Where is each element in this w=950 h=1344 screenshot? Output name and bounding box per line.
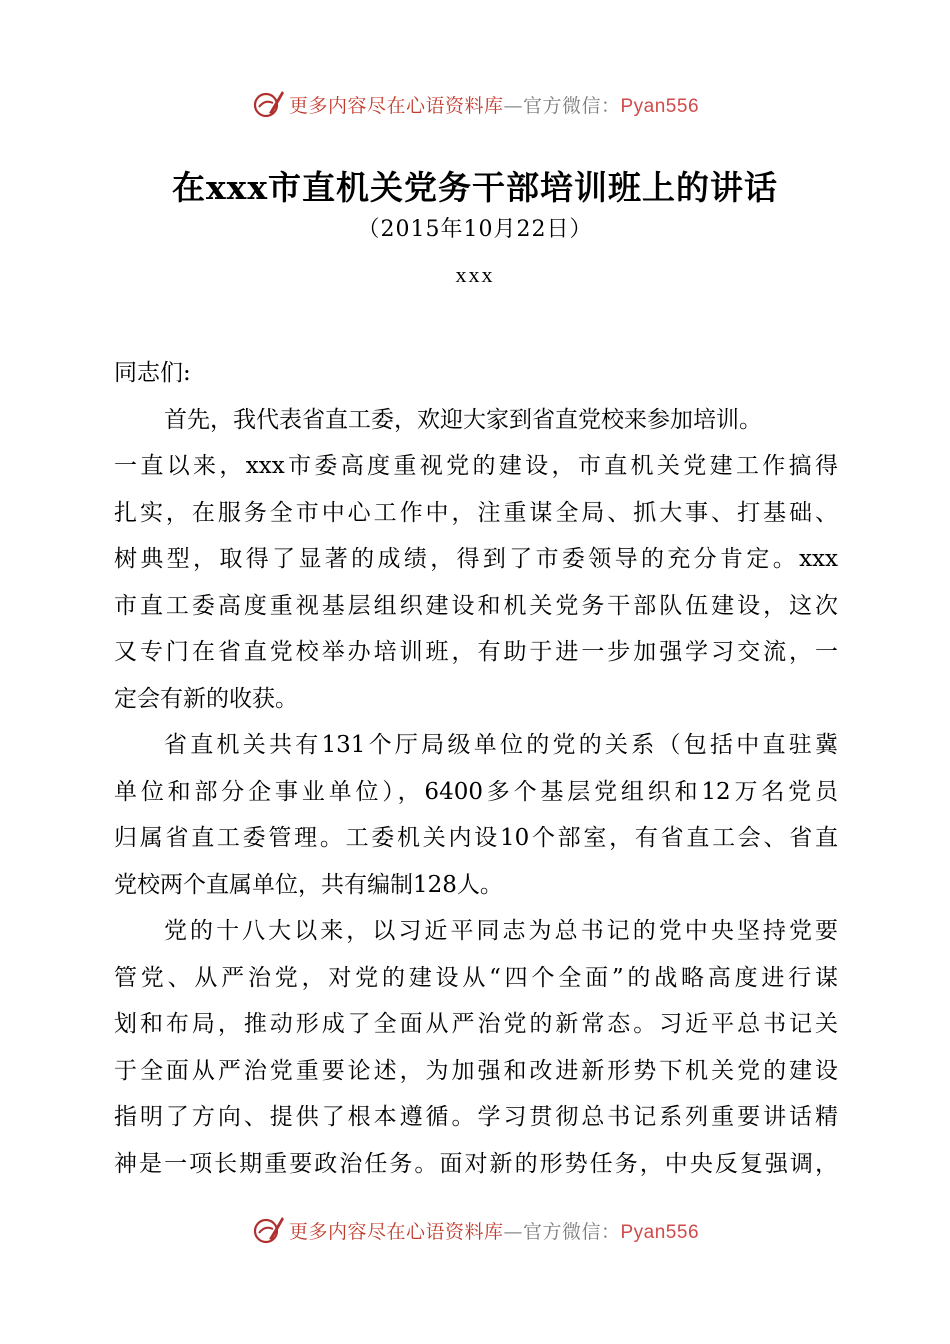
banner-wechat-id: Pyan556 xyxy=(620,1221,700,1243)
paragraph-line: 党的十八大以来，以习近平同志为总书记的党中央坚持党要 xyxy=(164,918,838,944)
banner-site-text: 更多内容尽在心语资料库 xyxy=(288,1220,504,1243)
paragraph-line: 于全面从严治党重要论述，为加强和改进新形势下机关党的建设 xyxy=(114,1057,838,1084)
banner-wechat-id: Pyan556 xyxy=(620,95,700,117)
document-date: （2015年10月22日） xyxy=(357,217,593,242)
paragraph-line: 又专门在省直党校举办培训班，有助于进一步加强学习交流，一 xyxy=(114,639,838,665)
pen-logo-icon xyxy=(251,1213,285,1247)
watermark-banner-bottom xyxy=(0,1212,950,1248)
document-title: 在xxx市直机关党务干部培训班上的讲话 xyxy=(171,168,779,207)
paragraph-line: 一直以来，xxx市委高度重视党的建设，市直机关党建工作搞得 xyxy=(114,453,838,479)
watermark-banner-top xyxy=(0,86,950,122)
document-author: xxx xyxy=(455,262,495,287)
paragraph-line: 树典型，取得了显著的成绩，得到了市委领导的充分肯定。xxx xyxy=(114,546,838,572)
banner-dash: — xyxy=(503,94,523,117)
banner-wechat-label: 官方微信： xyxy=(522,94,621,117)
banner-dash: — xyxy=(503,1220,523,1243)
paragraph-line: 指明了方向、提供了根本遵循。学习贯彻总书记系列重要讲话精 xyxy=(114,1104,838,1130)
paragraph-line: 省直机关共有131个厅局级单位的党的关系（包括中直驻冀 xyxy=(164,732,838,758)
paragraph-line: 神是一项长期重要政治任务。面对新的形势任务，中央反复强调， xyxy=(114,1150,838,1177)
paragraph-line: 单位和部分企事业单位），6400多个基层党组织和12万名党员 xyxy=(114,778,838,805)
salutation: 同志们: xyxy=(114,360,191,386)
paragraph-line: 首先，我代表省直工委，欢迎大家到省直党校来参加培训。 xyxy=(164,406,762,433)
paragraph-line: 管党、从严治党，对党的建设从“四个全面”的战略高度进行谋 xyxy=(114,964,838,991)
paragraph-line: 市直工委高度重视基层组织建设和机关党务干部队伍建设，这次 xyxy=(114,592,838,619)
pen-logo-icon xyxy=(251,87,285,121)
speech-body xyxy=(114,350,838,1187)
banner-wechat-label: 官方微信： xyxy=(522,1220,621,1243)
paragraph-line: 定会有新的收获。 xyxy=(114,685,298,712)
paragraph-line: 党校两个直属单位，共有编制128人。 xyxy=(114,871,503,898)
paragraph-line: 归属省直工委管理。工委机关内设10个部室，有省直工会、省直 xyxy=(114,825,838,851)
banner-site-text: 更多内容尽在心语资料库 xyxy=(288,94,504,117)
paragraph-line: 划和布局，推动形成了全面从严治党的新常态。习近平总书记关 xyxy=(114,1011,838,1037)
paragraph-line: 扎实，在服务全市中心工作中，注重谋全局、抓大事、打基础、 xyxy=(114,499,838,526)
